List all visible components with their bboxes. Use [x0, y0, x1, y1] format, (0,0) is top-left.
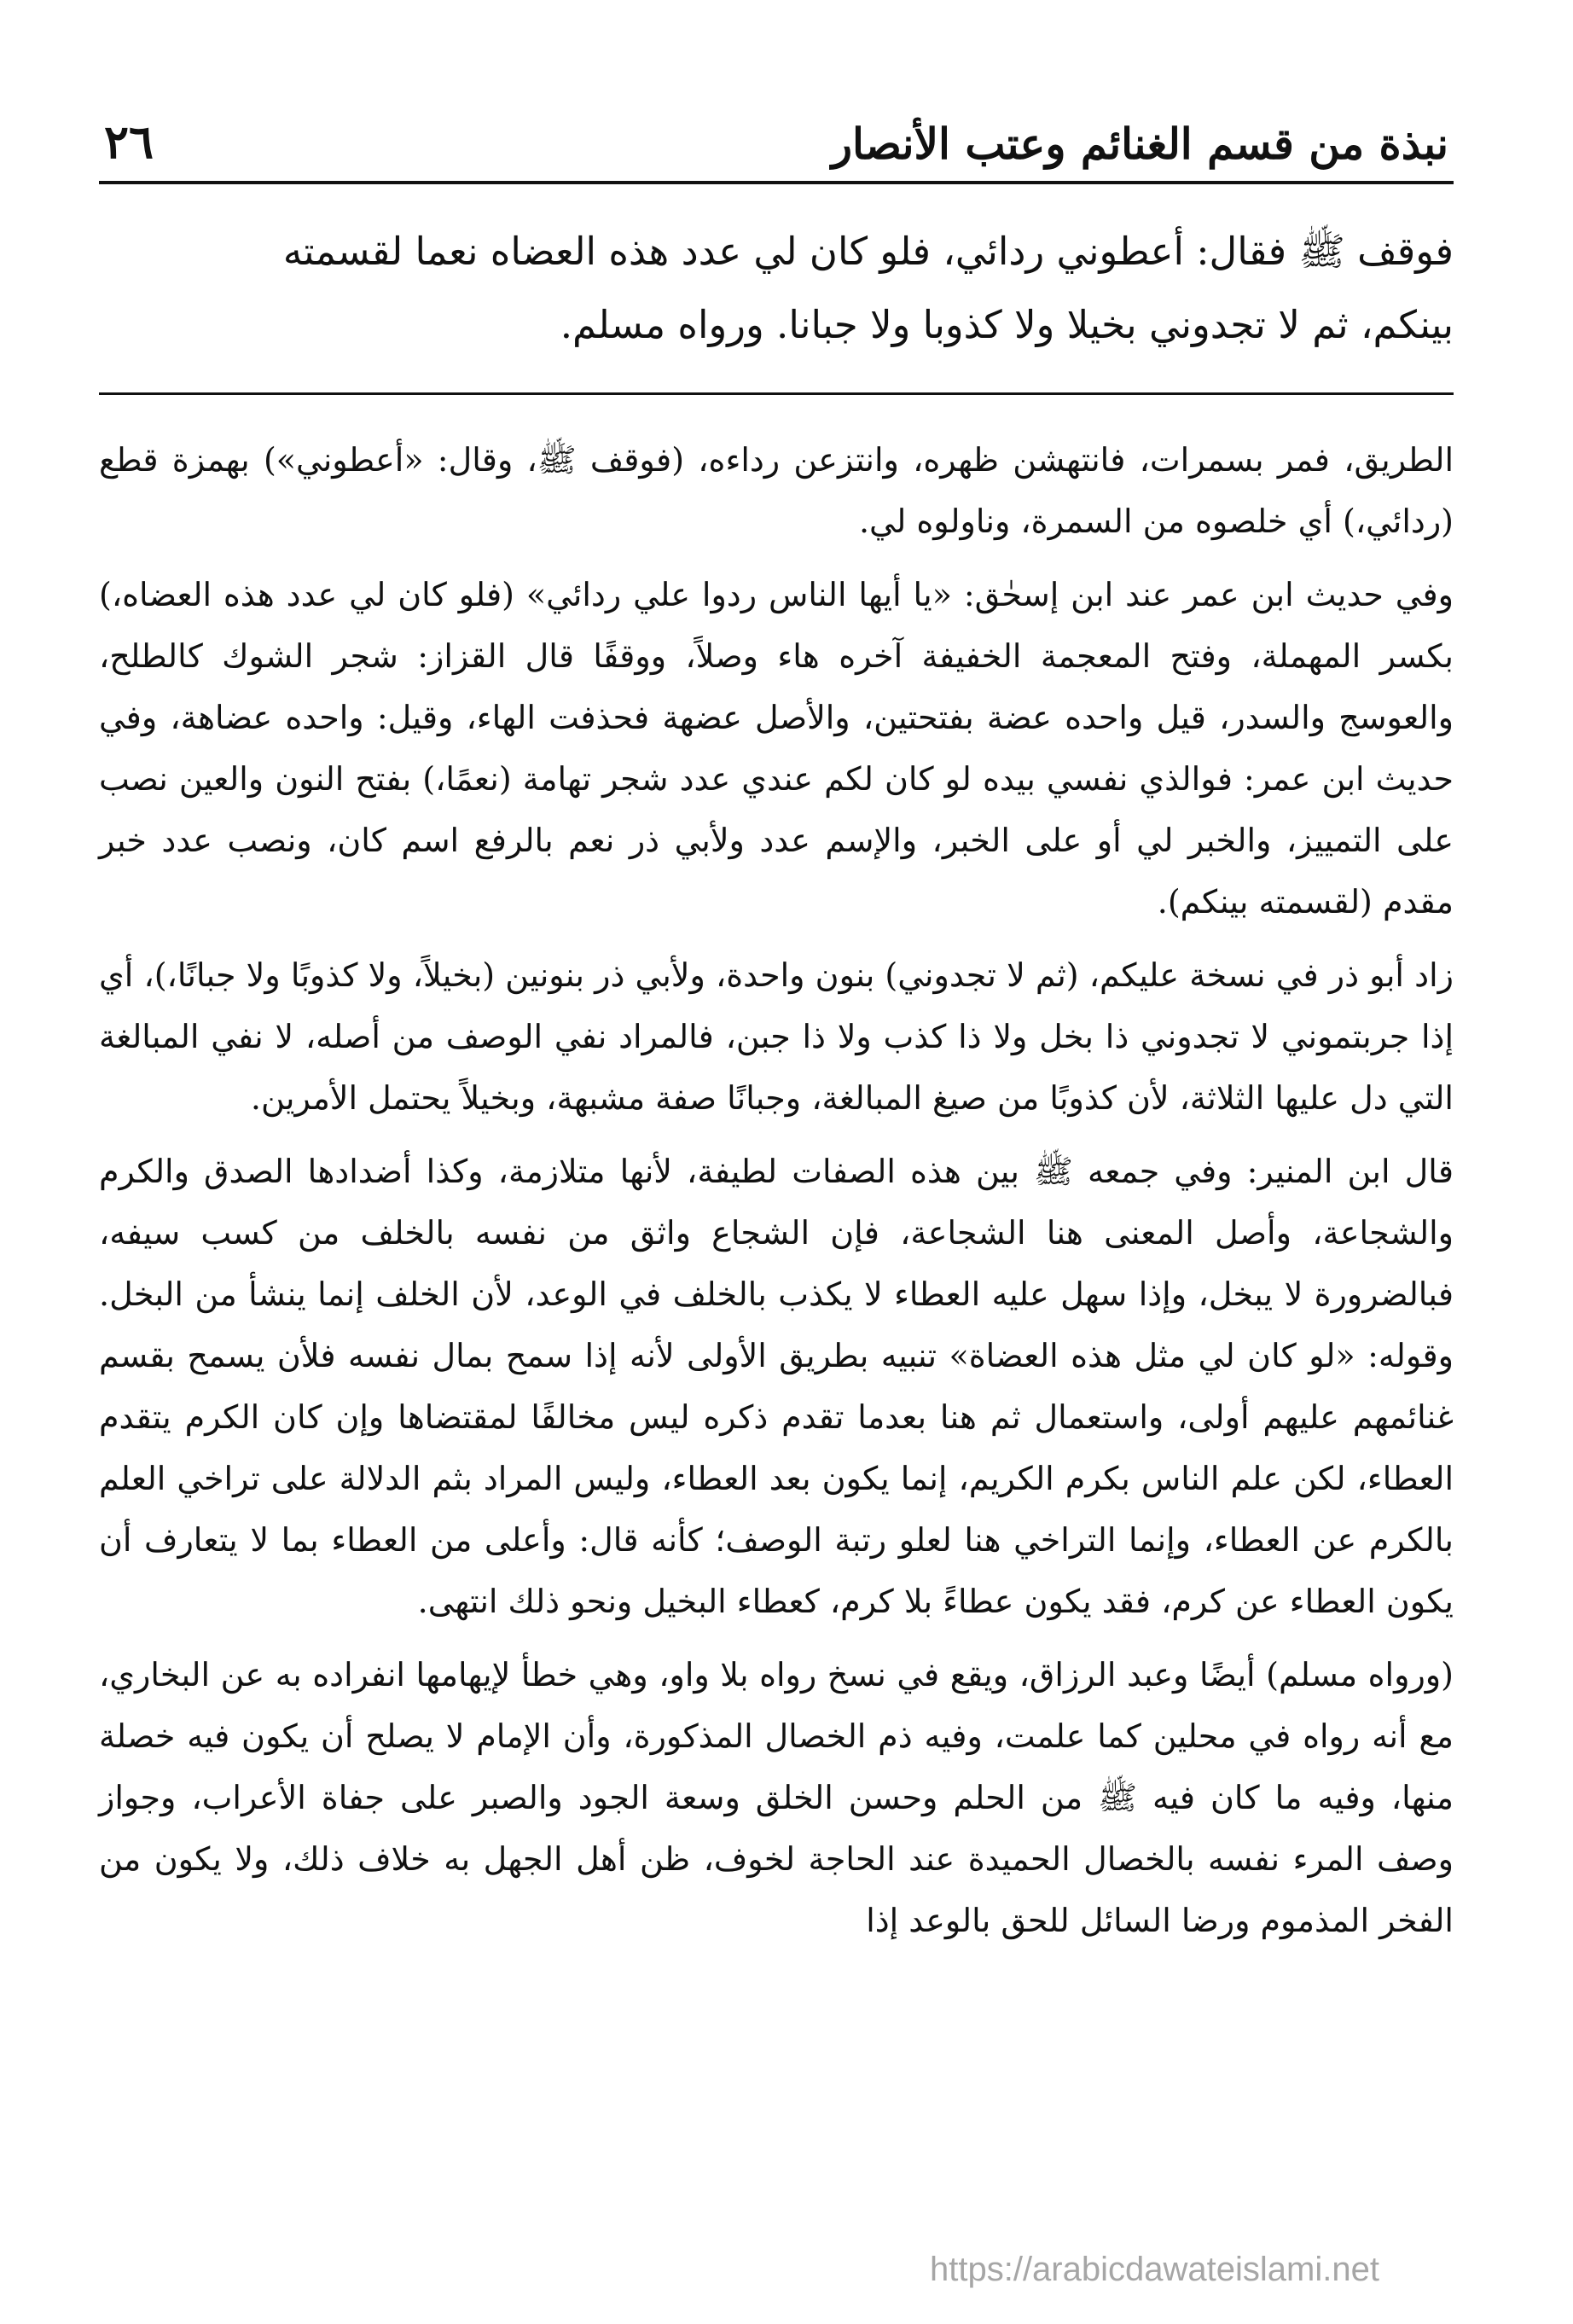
commentary-paragraph: قال ابن المنير: وفي جمعه ﷺ بين هذه الصفات لطيفة، لأنها متلازمة، وكذا أضدادها الصدق والكرم والشجاعة، وأصل المعنى هنا الشجاعة، فإن الشجاع واثق من نفسه بالخلف من كسب سيفه، فبالضرورة لا يبخل، وإذا سهل عليه العطاء لا يكذب بالخلف في الوعد، لأن الخلف إنما ينشأ من البخل. وقوله: «لو كان لي مثل هذه العضاة» تنبيه بطريق الأولى لأنه إذا سمح بمال نفسه فلأن يسمح بقسم غنائمهم عليهم أولى، واستعمال ثم هنا بعدما تقدم ذكره ليس مخالفًا لمقتضاها وإن كان الكرم يتقدم العطاء، لكن علم الناس بكرم الكريم، إنما يكون بعد العطاء، وليس المراد بثم الدلالة على تراخي العلم بالكرم عن العطاء، وإنما التراخي هنا لعلو رتبة الوصف؛ كأنه قال: وأعلى من العطاء بما لا يتعارف أن يكون العطاء عن كرم، فقد يكون عطاءً بلا كرم، كعطاء البخيل ونحو ذلك انتهى. [99, 1153, 1454, 1620]
page-header [99, 94, 1454, 169]
commentary-paragraph: الطريق، فمر بسمرات، فانتهشن ظهره، وانتزعن رداءه، (فوقف ﷺ، وقال: «أعطوني») بهمزة قطع (ردائي،) أي خلصوه من السمرة، وناولوه لي. [99, 441, 1454, 540]
watermark-url: https://arabicdawateislami.net [930, 2251, 1379, 2288]
commentary-text [99, 429, 1454, 1951]
page-number: ٢٦ [104, 114, 154, 169]
hadith-line: فوقف ﷺ فقال: أعطوني ردائي، فلو كان لي عدد هذه العضاه نعما لقسمته [282, 229, 1454, 274]
commentary-paragraph: زاد أبو ذر في نسخة عليكم، (ثم لا تجدوني) بنون واحدة، ولأبي ذر بنونين (بخيلاً، ولا كذوبًا ولا جبانًا،)، أي إذا جربتموني لا تجدوني ذا بخل ولا ذا كذب ولا ذا جبن، فالمراد نفي الوصف من أصله، لا نفي المبالغة التي دل عليها الثلاثة، لأن كذوبًا من صيغ المبالغة، وجبانًا صفة مشبهة، وبخيلاً يحتمل الأمرين. [99, 956, 1454, 1117]
header-rule [99, 181, 1454, 184]
commentary-paragraph: (ورواه مسلم) أيضًا وعبد الرزاق، ويقع في نسخ رواه بلا واو، وهي خطأ لإيهامها انفراده به عن البخاري، مع أنه رواه في محلين كما علمت، وفيه ذم الخصال المذكورة، وأن الإمام لا يصلح أن يكون فيه خصلة منها، وفيه ما كان فيه ﷺ من الحلم وحسن الخلق وسعة الجود والصبر على جفاة الأعراب، وجواز وصف المرء نفسه بالخصال الحميدة عند الحاجة لخوف، ظن أهل الجهل به خلاف ذلك، ولا يكون من الفخر المذموم ورضا السائل للحق بالوعد إذا [99, 1656, 1454, 1939]
commentary-paragraph: وفي حديث ابن عمر عند ابن إسحٰق: «يا أيها الناس ردوا علي ردائي» (فلو كان لي عدد هذه العضاه،) بكسر المهملة، وفتح المعجمة الخفيفة آخره هاء وصلاً، ووقفًا قال القزاز: شجر الشوك كالطلح، والعوسج والسدر، قيل واحده عضة بفتحتين، والأصل عضهة فحذفت الهاء، وقيل: واحده عضاهة، وفي حديث ابن عمر: فوالذي نفسي بيده لو كان لكم عندي عدد شجر تهامة (نعمًا،) بفتح النون والعين نصب على التمييز، والخبر لي أو على الخبر، والإسم عدد ولأبي ذر نعم بالرفع اسم كان، ونصب عدد خبر مقدم (لقسمته بينكم). [99, 576, 1454, 921]
running-title: نبذة من قسم الغنائم وعتب الأنصار [831, 119, 1448, 169]
hadith-text [99, 215, 1454, 362]
section-divider [99, 392, 1454, 395]
hadith-line: بينكم، ثم لا تجدوني بخيلا ولا كذوبا ولا جبانا. ورواه مسلم. [560, 302, 1454, 347]
